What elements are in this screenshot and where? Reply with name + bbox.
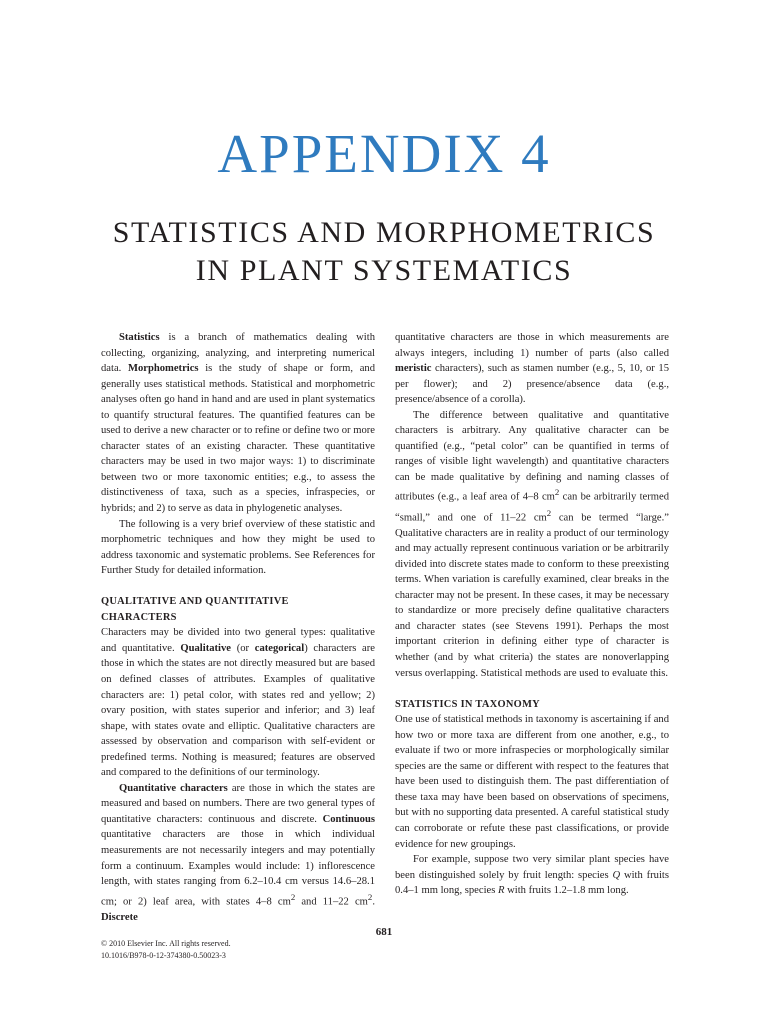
term-morphometrics: Morphometrics: [127, 363, 199, 375]
text-span: characters), such as stamen number (e.g., 5, 10, or 15 per flower); and 2) presence/absence data (e.g., presence/absence of a corolla).: [395, 363, 669, 406]
text-span: are those in which the states are measured and based on numbers. There are two general types of quantitative characters: continuous and discrete.: [101, 782, 375, 825]
term-qualitative: Qualitative: [180, 642, 231, 654]
qualitative-paragraph: [101, 625, 375, 780]
left-column: [101, 330, 375, 925]
discrete-paragraph: [395, 330, 669, 408]
heading-line-2: CHARACTERS: [101, 611, 177, 623]
text-span: is the study of shape or form, and generally uses statistical methods. Statistical and morphometric analyses often go hand in hand and are used in plant systematics to quantify structural features. The quantified features can be used to derive a new character or to refine or define two or more character states of an existing character. These quantitative characters may be used in two major ways: 1) to discriminate between two or more taxonomic entities; e.g., to assess the distinctiveness of taxa, such as a species, infraspecies, or hybrids; and 2) to serve as data in phylogenetic analyses.: [101, 363, 375, 515]
page-number: 681: [375, 926, 393, 938]
superscript: 2: [554, 487, 560, 498]
intro-paragraph: [101, 330, 375, 517]
chapter-subtitle: [0, 214, 768, 290]
section-heading-characters: [101, 594, 375, 625]
text-span: ) characters are those in which the states are not directly measured but are based on defined classes of attributes. Examples of qualitative characters are: 1) petal color, with states red and yellow; 2) ovary position, with states superior and inferior; and 3) leaf shape, with states ovate and elliptic. Qualitative characters are assessed by observation and comparison with self-evident or predefined terms. Nothing is measured; features are observed and compared to the definitions of our terminology.: [101, 642, 375, 779]
term-quantitative-characters: Quantitative characters: [119, 782, 228, 794]
text-span: (or: [231, 642, 255, 654]
text-span: The difference between qualitative and quantitative characters is arbitrary. Any qualitative character can be quantified (e.g., “petal color” can be quantified in terms of ranges of visible light wavelength) and quantitative characters can be made qualitative by defining and naming classes of attributes (e.g., a leaf area of 4–8 cm: [395, 409, 669, 503]
copyright-notice: © 2010 Elsevier Inc. All rights reserved.: [101, 939, 231, 948]
term-discrete: Discrete: [101, 911, 138, 923]
text-span: Characters may be divided into two general types: qualitative and quantitative.: [101, 627, 375, 654]
example-paragraph: [395, 852, 669, 899]
superscript: 2: [367, 891, 373, 902]
superscript: 2: [546, 507, 552, 518]
text-span: and 11–22 cm: [295, 896, 368, 908]
text-span: For example, suppose two very similar plant species have been distinguished solely by fruit length: species: [395, 854, 669, 881]
term-statistics: Statistics: [119, 332, 160, 343]
appendix-title: APPENDIX 4: [217, 123, 551, 184]
text-span: with fruits 1.2–1.8 mm long.: [504, 885, 629, 897]
text-span: .: [372, 896, 375, 908]
taxonomy-paragraph: One use of statistical methods in taxonomy is ascertaining if and how two or more taxa are different from one another, e.g., to evaluate if two or more infraspecies or morphologically similar species are the same or different with respect to the features that have been used to distinguish them. The past differentiation of these taxa may have been based on observations of specimens, but with no supporting data presented. A careful statistical study can corroborate or refute these past classifications, or provide evidence for new groupings.: [395, 714, 669, 850]
footer: [101, 938, 231, 962]
subtitle-line-2: IN PLANT SYSTEMATICS: [195, 254, 573, 287]
doi: 10.1016/B978-0-12-374380-0.50023-3: [101, 951, 226, 960]
text-span: with fruits 0.4–1 mm long, species: [395, 869, 669, 897]
term-continuous: Continuous: [322, 813, 375, 825]
text-span: quantitative characters are those in which measurements are always integers, including 1) number of parts (also called: [395, 332, 669, 359]
text-span: is a branch of mathematics dealing with collecting, organizing, analyzing, and interpreting numerical data.: [101, 332, 375, 375]
text-span: can be termed “large.” Qualitative characters are in reality a product of our terminology and may actually represent continuous variation or be arbitrarily divided into discrete states made to conform to these preexisting terms. When variation is carefully examined, clear breaks in the character may not be present. In these cases, it may be necessary to standardize or more precisely define qualitative characters and character states (see Stevens 1991). Perhaps the most important criterion in defining either type of character is whether (and by what criteria) the states are nonoverlapping versus overlapping. Statistical methods are used to evaluate this.: [395, 512, 669, 679]
section-heading-statistics: STATISTICS IN TAXONOMY: [395, 698, 540, 710]
term-meristic: meristic: [395, 363, 432, 375]
difference-paragraph: [395, 408, 669, 681]
term-categorical: categorical: [254, 642, 305, 654]
species-r: R: [497, 885, 505, 897]
text-span: quantitative characters are those in which individual measurements are not necessarily integers and may potentially form a continuum. Examples would include: 1) inflorescence length, with states ranging from 6.2–10.4 cm versus 14.6–28.1 cm; or 2) leaf area, with states 4–8 cm: [101, 829, 375, 908]
text-span: can be arbitrarily termed “small,” and one of 11–22 cm: [395, 492, 669, 524]
quantitative-paragraph: [101, 781, 375, 925]
subtitle-line-1: STATISTICS AND MORPHOMETRICS: [112, 216, 656, 249]
heading-line-1: QUALITATIVE AND QUANTITATIVE: [101, 596, 289, 608]
superscript: 2: [290, 891, 296, 902]
right-column: [395, 330, 669, 899]
species-q: Q: [612, 869, 621, 881]
overview-paragraph: The following is a very brief overview of these statistic and morphometric techniques and how they might be used to address taxonomic and systematic problems. See References for Further Study for detailed information.: [101, 518, 375, 577]
